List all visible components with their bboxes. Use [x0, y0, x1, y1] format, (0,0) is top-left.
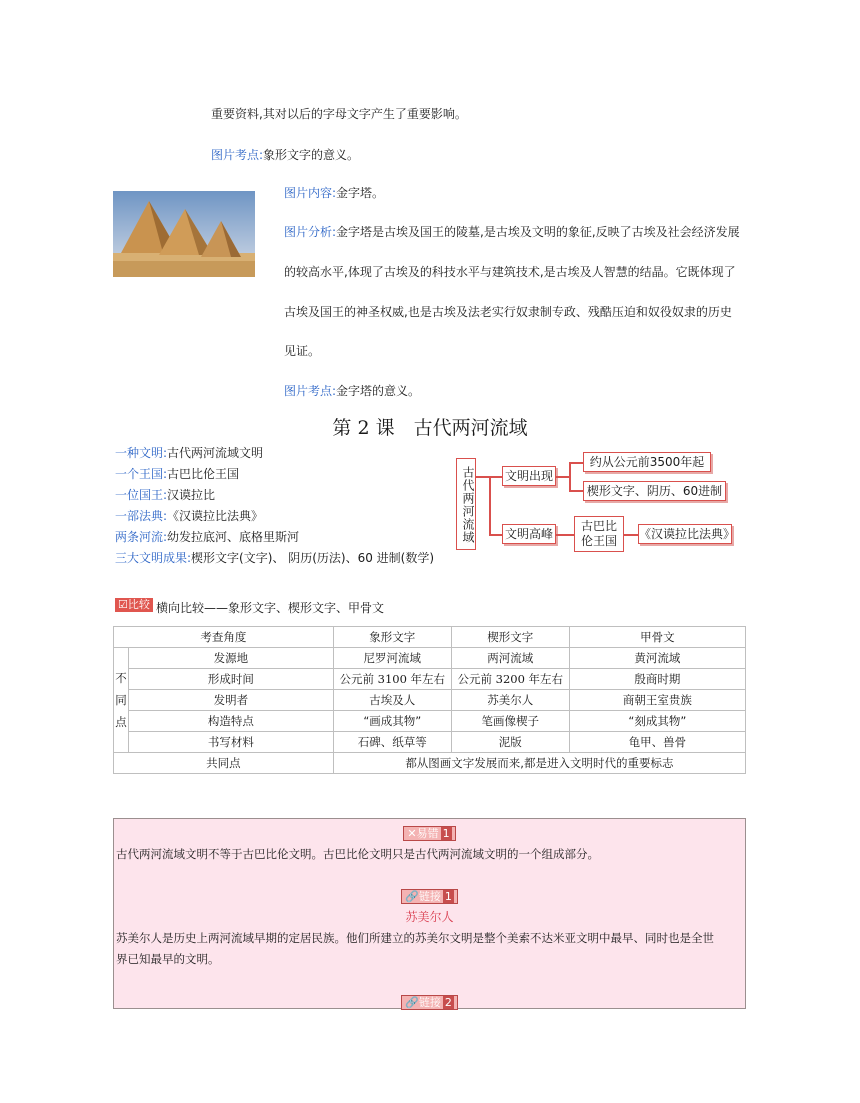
summary-text: 古巴比伦王国	[167, 467, 240, 481]
tag-number: 1	[442, 827, 450, 840]
badge-label: 比较	[127, 598, 150, 611]
error-text: 古代两河流域文明不等于古巴比伦文明。古巴比伦文明只是古代两河流域文明的一个组成部分。	[116, 847, 599, 861]
compare-title: 横向比较——象形文字、楔形文字、甲骨文	[156, 601, 385, 615]
tag-label: 链接	[418, 890, 441, 903]
table-cell: 黄河流域	[569, 648, 745, 669]
header-cell: 象形文字	[333, 627, 451, 648]
group-cell: 不同点	[114, 648, 129, 753]
analysis-text: 金字塔是古埃及国王的陵墓,是古埃及文明的象征,反映了古埃及社会经济发展	[336, 225, 740, 239]
table-cell: 古埃及人	[333, 690, 451, 711]
summary-item	[115, 465, 239, 482]
table-cell: 殷商时期	[569, 669, 745, 690]
row-label: 发源地	[129, 648, 334, 669]
connector	[476, 476, 490, 478]
summary-item	[115, 444, 263, 461]
summary-text: 楔形文字(文字)、 阴历(历法)、60 进制(数学)	[191, 551, 435, 565]
table-cell: 都从图画文字发展而来,都是进入文明时代的重要标志	[333, 753, 745, 774]
comparison-table	[113, 626, 746, 774]
table-cell: 公元前 3100 年左右	[333, 669, 451, 690]
row-label: 共同点	[114, 753, 334, 774]
table-cell: 公元前 3200 年左右	[451, 669, 569, 690]
table-cell: 龟甲、兽骨	[569, 732, 745, 753]
row-label: 形成时间	[129, 669, 334, 690]
map-node: 古巴比伦王国	[574, 516, 624, 552]
summary-item	[115, 549, 434, 566]
link1-heading	[114, 889, 745, 904]
x-icon: ✕	[407, 827, 417, 840]
connector	[624, 534, 638, 536]
summary-label: 一位国王:	[115, 488, 168, 502]
compare-icon: ☑	[118, 598, 128, 611]
analysis-label: 图片分析:	[284, 225, 337, 239]
link-icon: 🔗	[405, 996, 419, 1009]
map-root: 古代两河流域	[456, 458, 476, 550]
connector	[489, 476, 491, 535]
table-row	[114, 669, 746, 690]
summary-label: 两条河流:	[115, 530, 168, 544]
header-cell: 甲骨文	[569, 627, 745, 648]
connector	[489, 476, 502, 478]
summary-text: 《汉谟拉比法典》	[167, 509, 264, 523]
summary-item	[115, 507, 263, 524]
summary-text: 幼发拉底河、底格里斯河	[167, 530, 300, 544]
kaodian-text: 象形文字的意义。	[263, 148, 360, 162]
kaodian-label: 图片考点:	[284, 384, 337, 398]
analysis-line-1	[284, 223, 740, 240]
table-cell: 笔画像楔子	[451, 711, 569, 732]
link1-text-line: 苏美尔人是历史上两河流域早期的定居民族。他们所建立的苏美尔文明是整个美索不达米亚文明中最早、同时也是全世	[116, 931, 714, 945]
table-cell: 商朝王室贵族	[569, 690, 745, 711]
tag-number: 2	[444, 996, 452, 1009]
analysis-line-4: 见证。	[284, 344, 321, 358]
connector	[569, 490, 583, 492]
compare-badge	[115, 598, 153, 612]
table-row	[114, 648, 746, 669]
notes-box	[113, 818, 746, 1009]
kaodian-line	[211, 146, 359, 163]
summary-label: 三大文明成果:	[115, 551, 192, 565]
summary-label: 一种文明:	[115, 446, 168, 460]
analysis-line-3: 古埃及国王的神圣权威,也是古埃及法老实行奴隶制专政、残酷压迫和奴役奴隶的历史	[284, 305, 732, 319]
table-row	[114, 690, 746, 711]
map-node: 楔形文字、阴历、60进制	[583, 481, 726, 501]
map-node: 《汉谟拉比法典》	[638, 524, 732, 544]
summary-text: 古代两河流域文明	[167, 446, 264, 460]
connector	[489, 534, 502, 536]
connector	[569, 462, 583, 464]
header-cell: 楔形文字	[451, 627, 569, 648]
tag-label: 链接	[418, 996, 441, 1009]
content-label: 图片内容:	[284, 186, 337, 200]
lesson-title: 第 2 课 古代两河流域	[332, 417, 528, 439]
link2-heading	[114, 995, 745, 1010]
map-node: 约从公元前3500年起	[583, 452, 711, 472]
summary-label: 一部法典:	[115, 509, 168, 523]
summary-item	[115, 486, 215, 503]
link1-text-line: 界已知最早的文明。	[116, 952, 220, 966]
text-line: 重要资料,其对以后的字母文字产生了重要影响。	[211, 107, 467, 121]
error-tag	[403, 826, 455, 841]
row-label: 构造特点	[129, 711, 334, 732]
tag-label: 易错	[416, 827, 439, 840]
image-content-line	[284, 184, 384, 201]
connector	[556, 476, 570, 478]
kaodian-text: 金字塔的意义。	[336, 384, 421, 398]
table-cell: 两河流域	[451, 648, 569, 669]
header-cell: 考查角度	[114, 627, 334, 648]
kaodian-line-2	[284, 382, 420, 399]
table-header-row	[114, 627, 746, 648]
table-cell: 泥版	[451, 732, 569, 753]
summary-item	[115, 528, 299, 545]
pyramid-image	[113, 191, 255, 277]
table-cell: 尼罗河流域	[333, 648, 451, 669]
map-node: 文明出现	[502, 466, 556, 486]
connector	[569, 462, 571, 491]
row-label: 发明者	[129, 690, 334, 711]
table-cell: “刻成其物”	[569, 711, 745, 732]
content-text: 金字塔。	[336, 186, 385, 200]
summary-text: 汉谟拉比	[167, 488, 216, 502]
table-row	[114, 732, 746, 753]
table-cell: 苏美尔人	[451, 690, 569, 711]
table-cell: “画成其物”	[333, 711, 451, 732]
error-heading	[114, 826, 745, 841]
tag-number: 1	[444, 890, 452, 903]
table-cell: 石碑、纸草等	[333, 732, 451, 753]
summary-label: 一个王国:	[115, 467, 168, 481]
table-row	[114, 711, 746, 732]
connector	[556, 534, 574, 536]
kaodian-label: 图片考点:	[211, 148, 264, 162]
row-label: 书写材料	[129, 732, 334, 753]
link1-title: 苏美尔人	[405, 910, 454, 924]
link-tag	[401, 889, 458, 904]
analysis-line-2: 的较高水平,体现了古埃及的科技水平与建筑技术,是古埃及人智慧的结晶。它既体现了	[284, 265, 736, 279]
link-tag	[401, 995, 458, 1010]
link-icon: 🔗	[405, 890, 419, 903]
table-row	[114, 753, 746, 774]
map-node: 文明高峰	[502, 524, 556, 544]
